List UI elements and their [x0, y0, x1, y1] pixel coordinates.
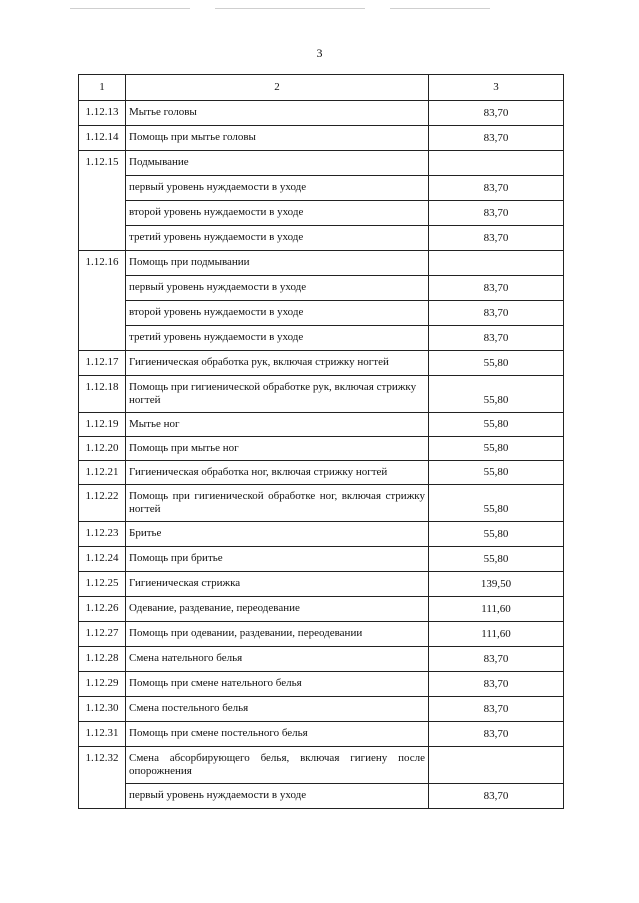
table-row: [79, 622, 564, 647]
row-code: 1.12.27: [79, 622, 126, 647]
table-row: [79, 547, 564, 572]
table-row: [79, 126, 564, 151]
row-price: 83,70: [429, 276, 564, 301]
row-price: 111,60: [429, 597, 564, 622]
page-number: 3: [316, 46, 323, 60]
row-service-name: второй уровень нуждаемости в уходе: [126, 301, 429, 326]
row-price: 55,80: [429, 461, 564, 485]
row-service-name: Гигиеническая обработка рук, включая стрижку ногтей: [126, 351, 429, 376]
row-price: 83,70: [429, 176, 564, 201]
row-price: [429, 747, 564, 784]
table-row: [79, 747, 564, 784]
row-code: 1.12.31: [79, 722, 126, 747]
row-price: 83,70: [429, 226, 564, 251]
table-row: [79, 376, 564, 413]
row-service-name: третий уровень нуждаемости в уходе: [126, 226, 429, 251]
row-price: 83,70: [429, 101, 564, 126]
row-price: [429, 151, 564, 176]
scan-artifact-line: [70, 8, 190, 9]
row-price: [429, 251, 564, 276]
row-service-name: третий уровень нуждаемости в уходе: [126, 326, 429, 351]
row-price: 55,80: [429, 376, 564, 413]
table-header-row: [79, 75, 564, 101]
table-row: [79, 437, 564, 461]
row-code: 1.12.20: [79, 437, 126, 461]
row-price: 83,70: [429, 301, 564, 326]
row-service-name: Помощь при мытье головы: [126, 126, 429, 151]
row-code: 1.12.18: [79, 376, 126, 413]
row-code: 1.12.22: [79, 485, 126, 522]
table-row: [79, 101, 564, 126]
row-price: 83,70: [429, 647, 564, 672]
row-code: 1.12.21: [79, 461, 126, 485]
row-service-name: первый уровень нуждаемости в уходе: [126, 784, 429, 809]
row-service-name: Помощь при смене постельного белья: [126, 722, 429, 747]
row-service-name: Помощь при гигиенической обработке ног, включая стрижку ногтей: [126, 485, 429, 522]
column-header-price: 3: [429, 75, 564, 101]
row-service-name: Помощь при мытье ног: [126, 437, 429, 461]
row-price: 83,70: [429, 326, 564, 351]
row-code: 1.12.32: [79, 747, 126, 809]
table-row: [79, 151, 564, 176]
row-price: 55,80: [429, 413, 564, 437]
row-code: 1.12.15: [79, 151, 126, 251]
row-service-name: Помощь при одевании, раздевании, переодевании: [126, 622, 429, 647]
row-service-name: Одевание, раздевание, переодевание: [126, 597, 429, 622]
table-row: [79, 722, 564, 747]
row-price: 55,80: [429, 547, 564, 572]
row-price: 55,80: [429, 437, 564, 461]
row-code: 1.12.30: [79, 697, 126, 722]
row-service-name: первый уровень нуждаемости в уходе: [126, 176, 429, 201]
table-subrow: [79, 276, 564, 301]
scan-artifact-line: [215, 8, 365, 9]
row-price: 83,70: [429, 672, 564, 697]
table-subrow: [79, 226, 564, 251]
row-price: 55,80: [429, 485, 564, 522]
row-service-name: Гигиеническая стрижка: [126, 572, 429, 597]
row-price: 83,70: [429, 784, 564, 809]
row-service-name: Помощь при бритье: [126, 547, 429, 572]
row-service-name: Смена абсорбирующего белья, включая гигиену после опорожнения: [126, 747, 429, 784]
table-row: [79, 461, 564, 485]
column-header-number: 1: [79, 75, 126, 101]
row-service-name: Мытье головы: [126, 101, 429, 126]
row-code: 1.12.19: [79, 413, 126, 437]
row-code: 1.12.25: [79, 572, 126, 597]
table-row: [79, 572, 564, 597]
scan-artifact-line: [390, 8, 490, 9]
row-code: 1.12.28: [79, 647, 126, 672]
row-price: 55,80: [429, 522, 564, 547]
table-subrow: [79, 201, 564, 226]
table-subrow: [79, 176, 564, 201]
row-code: 1.12.23: [79, 522, 126, 547]
row-service-name: первый уровень нуждаемости в уходе: [126, 276, 429, 301]
row-price: 139,50: [429, 572, 564, 597]
row-service-name: Помощь при смене нательного белья: [126, 672, 429, 697]
row-price: 55,80: [429, 351, 564, 376]
row-price: 83,70: [429, 126, 564, 151]
services-price-table: [78, 74, 564, 809]
row-price: 111,60: [429, 622, 564, 647]
row-price: 83,70: [429, 722, 564, 747]
row-code: 1.12.26: [79, 597, 126, 622]
row-service-name: Смена нательного белья: [126, 647, 429, 672]
row-service-name: Помощь при гигиенической обработке рук, включая стрижку ногтей: [126, 376, 429, 413]
table-row: [79, 351, 564, 376]
row-code: 1.12.16: [79, 251, 126, 351]
row-code: 1.12.29: [79, 672, 126, 697]
row-code: 1.12.24: [79, 547, 126, 572]
table-row: [79, 485, 564, 522]
table-row: [79, 413, 564, 437]
table-subrow: [79, 784, 564, 809]
row-price: 83,70: [429, 697, 564, 722]
row-service-name: второй уровень нуждаемости в уходе: [126, 201, 429, 226]
table-subrow: [79, 301, 564, 326]
row-service-name: Смена постельного белья: [126, 697, 429, 722]
table-subrow: [79, 326, 564, 351]
row-service-name: Бритье: [126, 522, 429, 547]
row-service-name: Мытье ног: [126, 413, 429, 437]
row-code: 1.12.17: [79, 351, 126, 376]
row-service-name: Подмывание: [126, 151, 429, 176]
table-row: [79, 672, 564, 697]
row-service-name: Помощь при подмывании: [126, 251, 429, 276]
table-row: [79, 251, 564, 276]
table-row: [79, 647, 564, 672]
table-row: [79, 522, 564, 547]
table-row: [79, 697, 564, 722]
row-service-name: Гигиеническая обработка ног, включая стрижку ногтей: [126, 461, 429, 485]
column-header-service: 2: [126, 75, 429, 101]
row-code: 1.12.14: [79, 126, 126, 151]
table-row: [79, 597, 564, 622]
row-price: 83,70: [429, 201, 564, 226]
row-code: 1.12.13: [79, 101, 126, 126]
